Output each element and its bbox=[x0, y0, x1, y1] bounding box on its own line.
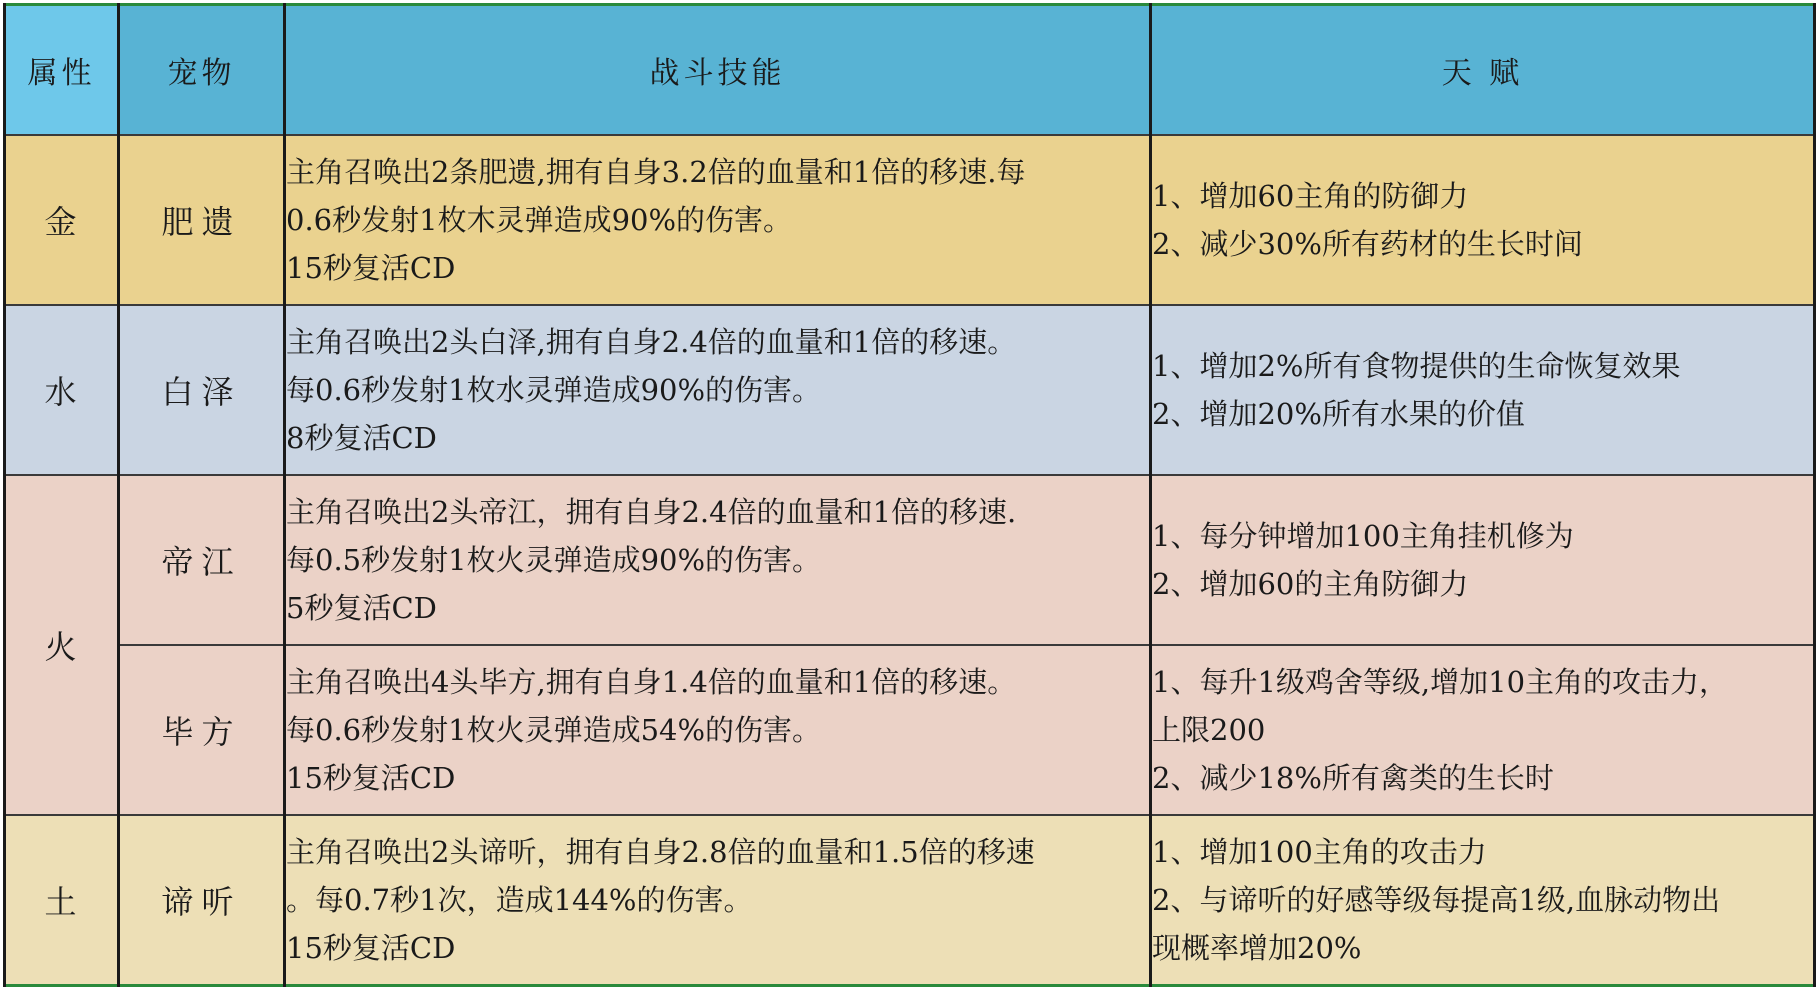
pet-attribute-table bbox=[3, 3, 1816, 987]
skill-line: 15秒复活CD bbox=[286, 761, 456, 795]
header-attribute: 属性 bbox=[5, 5, 119, 136]
pet-name-cell: 毕方 bbox=[119, 645, 285, 815]
pet-name-cell: 肥遗 bbox=[119, 135, 285, 305]
skill-line: 。每0.7秒1次，造成144%的伤害。 bbox=[286, 883, 753, 917]
combat-skill-cell bbox=[285, 645, 1151, 815]
header-pet: 宠物 bbox=[119, 5, 285, 136]
pet-name-cell: 帝江 bbox=[119, 475, 285, 645]
talent-line: 2、增加20%所有水果的价值 bbox=[1152, 397, 1525, 431]
skill-line: 0.6秒发射1枚木灵弹造成90%的伤害。 bbox=[286, 203, 793, 237]
combat-skill-cell bbox=[285, 135, 1151, 305]
talent-line: 1、每升1级鸡舍等级,增加10主角的攻击力， bbox=[1152, 665, 1729, 699]
skill-line: 主角召唤出4头毕方,拥有自身1.4倍的血量和1倍的移速。 bbox=[286, 665, 1017, 699]
header-combat-skill: 战斗技能 bbox=[285, 5, 1151, 136]
talent-cell bbox=[1151, 305, 1815, 475]
table-row bbox=[5, 645, 1815, 815]
skill-line: 主角召唤出2条肥遗,拥有自身3.2倍的血量和1倍的移速.每 bbox=[286, 155, 1026, 189]
table-row bbox=[5, 135, 1815, 305]
skill-line: 每0.5秒发射1枚火灵弹造成90%的伤害。 bbox=[286, 543, 822, 577]
talent-line: 2、减少18%所有禽类的生长时 bbox=[1152, 761, 1554, 795]
attribute-cell: 土 bbox=[5, 815, 119, 986]
talent-line: 2、与谛听的好感等级每提高1级,血脉动物出 bbox=[1152, 883, 1721, 917]
talent-cell bbox=[1151, 815, 1815, 986]
skill-line: 8秒复活CD bbox=[286, 421, 437, 455]
skill-line: 每0.6秒发射1枚水灵弹造成90%的伤害。 bbox=[286, 373, 822, 407]
pet-name-cell: 谛听 bbox=[119, 815, 285, 986]
table-row bbox=[5, 475, 1815, 645]
talent-line: 1、每分钟增加100主角挂机修为 bbox=[1152, 519, 1574, 553]
skill-line: 主角召唤出2头白泽,拥有自身2.4倍的血量和1倍的移速。 bbox=[286, 325, 1017, 359]
attribute-cell: 火 bbox=[5, 475, 119, 815]
talent-line: 现概率增加20% bbox=[1152, 931, 1362, 965]
talent-cell bbox=[1151, 475, 1815, 645]
talent-cell bbox=[1151, 135, 1815, 305]
talent-line: 2、减少30%所有药材的生长时间 bbox=[1152, 227, 1583, 261]
combat-skill-cell bbox=[285, 305, 1151, 475]
skill-line: 15秒复活CD bbox=[286, 251, 456, 285]
talent-line: 2、增加60的主角防御力 bbox=[1152, 567, 1469, 601]
skill-line: 每0.6秒发射1枚火灵弹造成54%的伤害。 bbox=[286, 713, 822, 747]
skill-line: 5秒复活CD bbox=[286, 591, 437, 625]
header-talent: 天 赋 bbox=[1151, 5, 1815, 136]
table-row bbox=[5, 815, 1815, 986]
talent-line: 1、增加2%所有食物提供的生命恢复效果 bbox=[1152, 349, 1681, 383]
attribute-cell: 水 bbox=[5, 305, 119, 475]
combat-skill-cell bbox=[285, 815, 1151, 986]
table-row bbox=[5, 305, 1815, 475]
skill-line: 15秒复活CD bbox=[286, 931, 456, 965]
talent-line: 1、增加100主角的攻击力 bbox=[1152, 835, 1487, 869]
skill-line: 主角召唤出2头谛听，拥有自身2.8倍的血量和1.5倍的移速 bbox=[286, 835, 1035, 869]
skill-line: 主角召唤出2头帝江，拥有自身2.4倍的血量和1倍的移速. bbox=[286, 495, 1017, 529]
talent-cell bbox=[1151, 645, 1815, 815]
talent-line: 1、增加60主角的防御力 bbox=[1152, 179, 1469, 213]
attribute-cell: 金 bbox=[5, 135, 119, 305]
pet-name-cell: 白泽 bbox=[119, 305, 285, 475]
talent-line: 上限200 bbox=[1152, 713, 1266, 747]
header-row bbox=[5, 5, 1815, 136]
combat-skill-cell bbox=[285, 475, 1151, 645]
